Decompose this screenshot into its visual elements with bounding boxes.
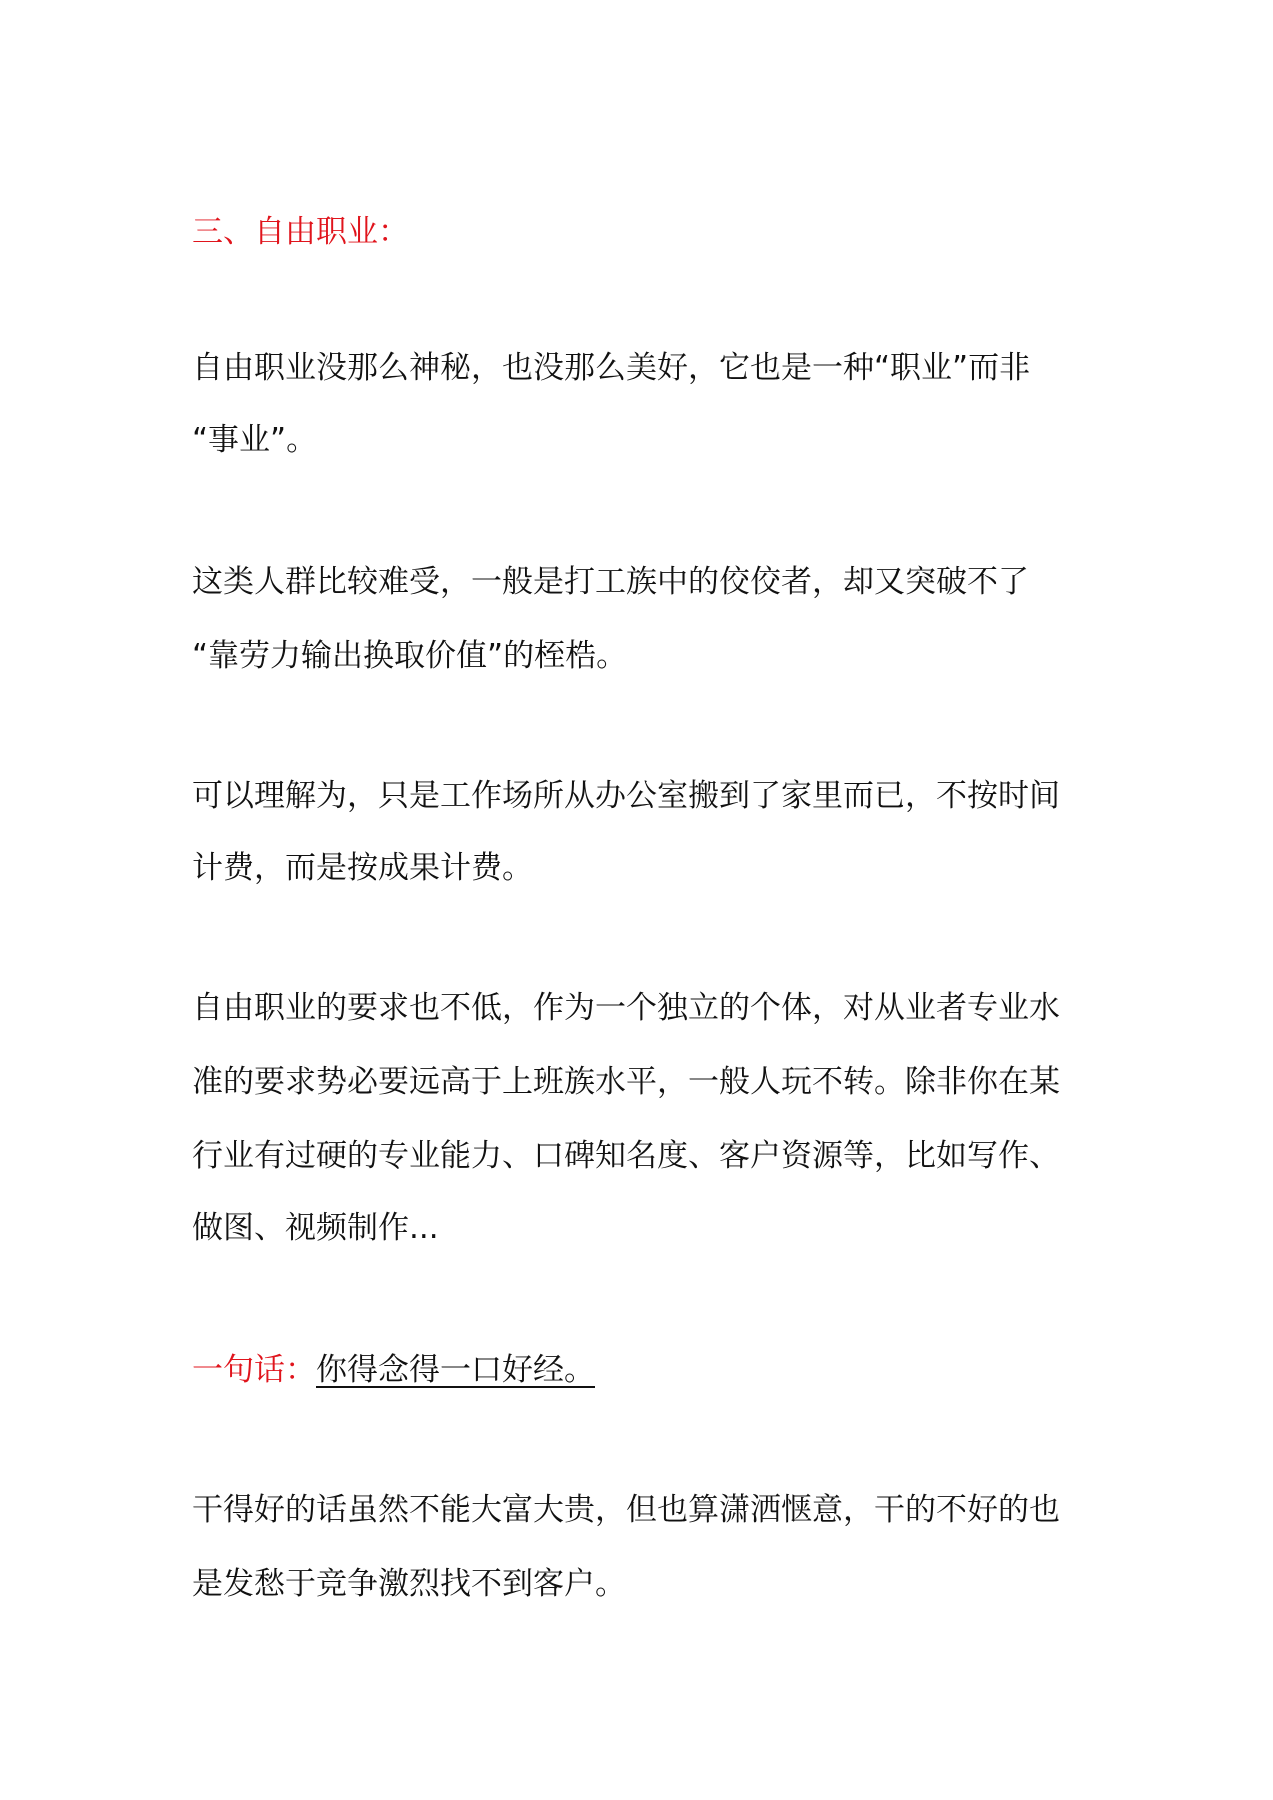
closing-line-2: 是发愁于竞争激烈找不到客户。 [192, 1566, 626, 1602]
paragraph-4-line-3: 行业有过硬的专业能力、口碑知名度、客户资源等，比如写作、 [192, 1138, 1060, 1174]
summary-line [192, 1350, 1092, 1390]
summary-label: 一句话： [192, 1352, 316, 1388]
paragraph-1-line-2: “事业”。 [192, 422, 318, 458]
summary-text: 你得念得一口好经。 [316, 1352, 595, 1388]
paragraph-4-line-2: 准的要求势必要远高于上班族水平，一般人玩不转。除非你在某 [192, 1064, 1060, 1100]
paragraph-4-line-1: 自由职业的要求也不低，作为一个独立的个体，对从业者专业水 [192, 990, 1060, 1026]
paragraph-2-line-1: 这类人群比较难受，一般是打工族中的佼佼者，却又突破不了 [192, 564, 1029, 600]
paragraph-2-line-2: “靠劳力输出换取价值”的桎梏。 [192, 638, 628, 674]
paragraph-4-line-4: 做图、视频制作... [192, 1210, 439, 1246]
paragraph-1-line-1: 自由职业没那么神秘，也没那么美好，它也是一种“职业”而非 [192, 350, 1031, 386]
paragraph-3-line-1: 可以理解为，只是工作场所从办公室搬到了家里而已，不按时间 [192, 778, 1060, 814]
paragraph-3-line-2: 计费，而是按成果计费。 [192, 850, 533, 886]
closing-line-1: 干得好的话虽然不能大富大贵，但也算潇洒惬意，干的不好的也 [192, 1492, 1060, 1528]
section-heading: 三、自由职业： [192, 214, 409, 250]
